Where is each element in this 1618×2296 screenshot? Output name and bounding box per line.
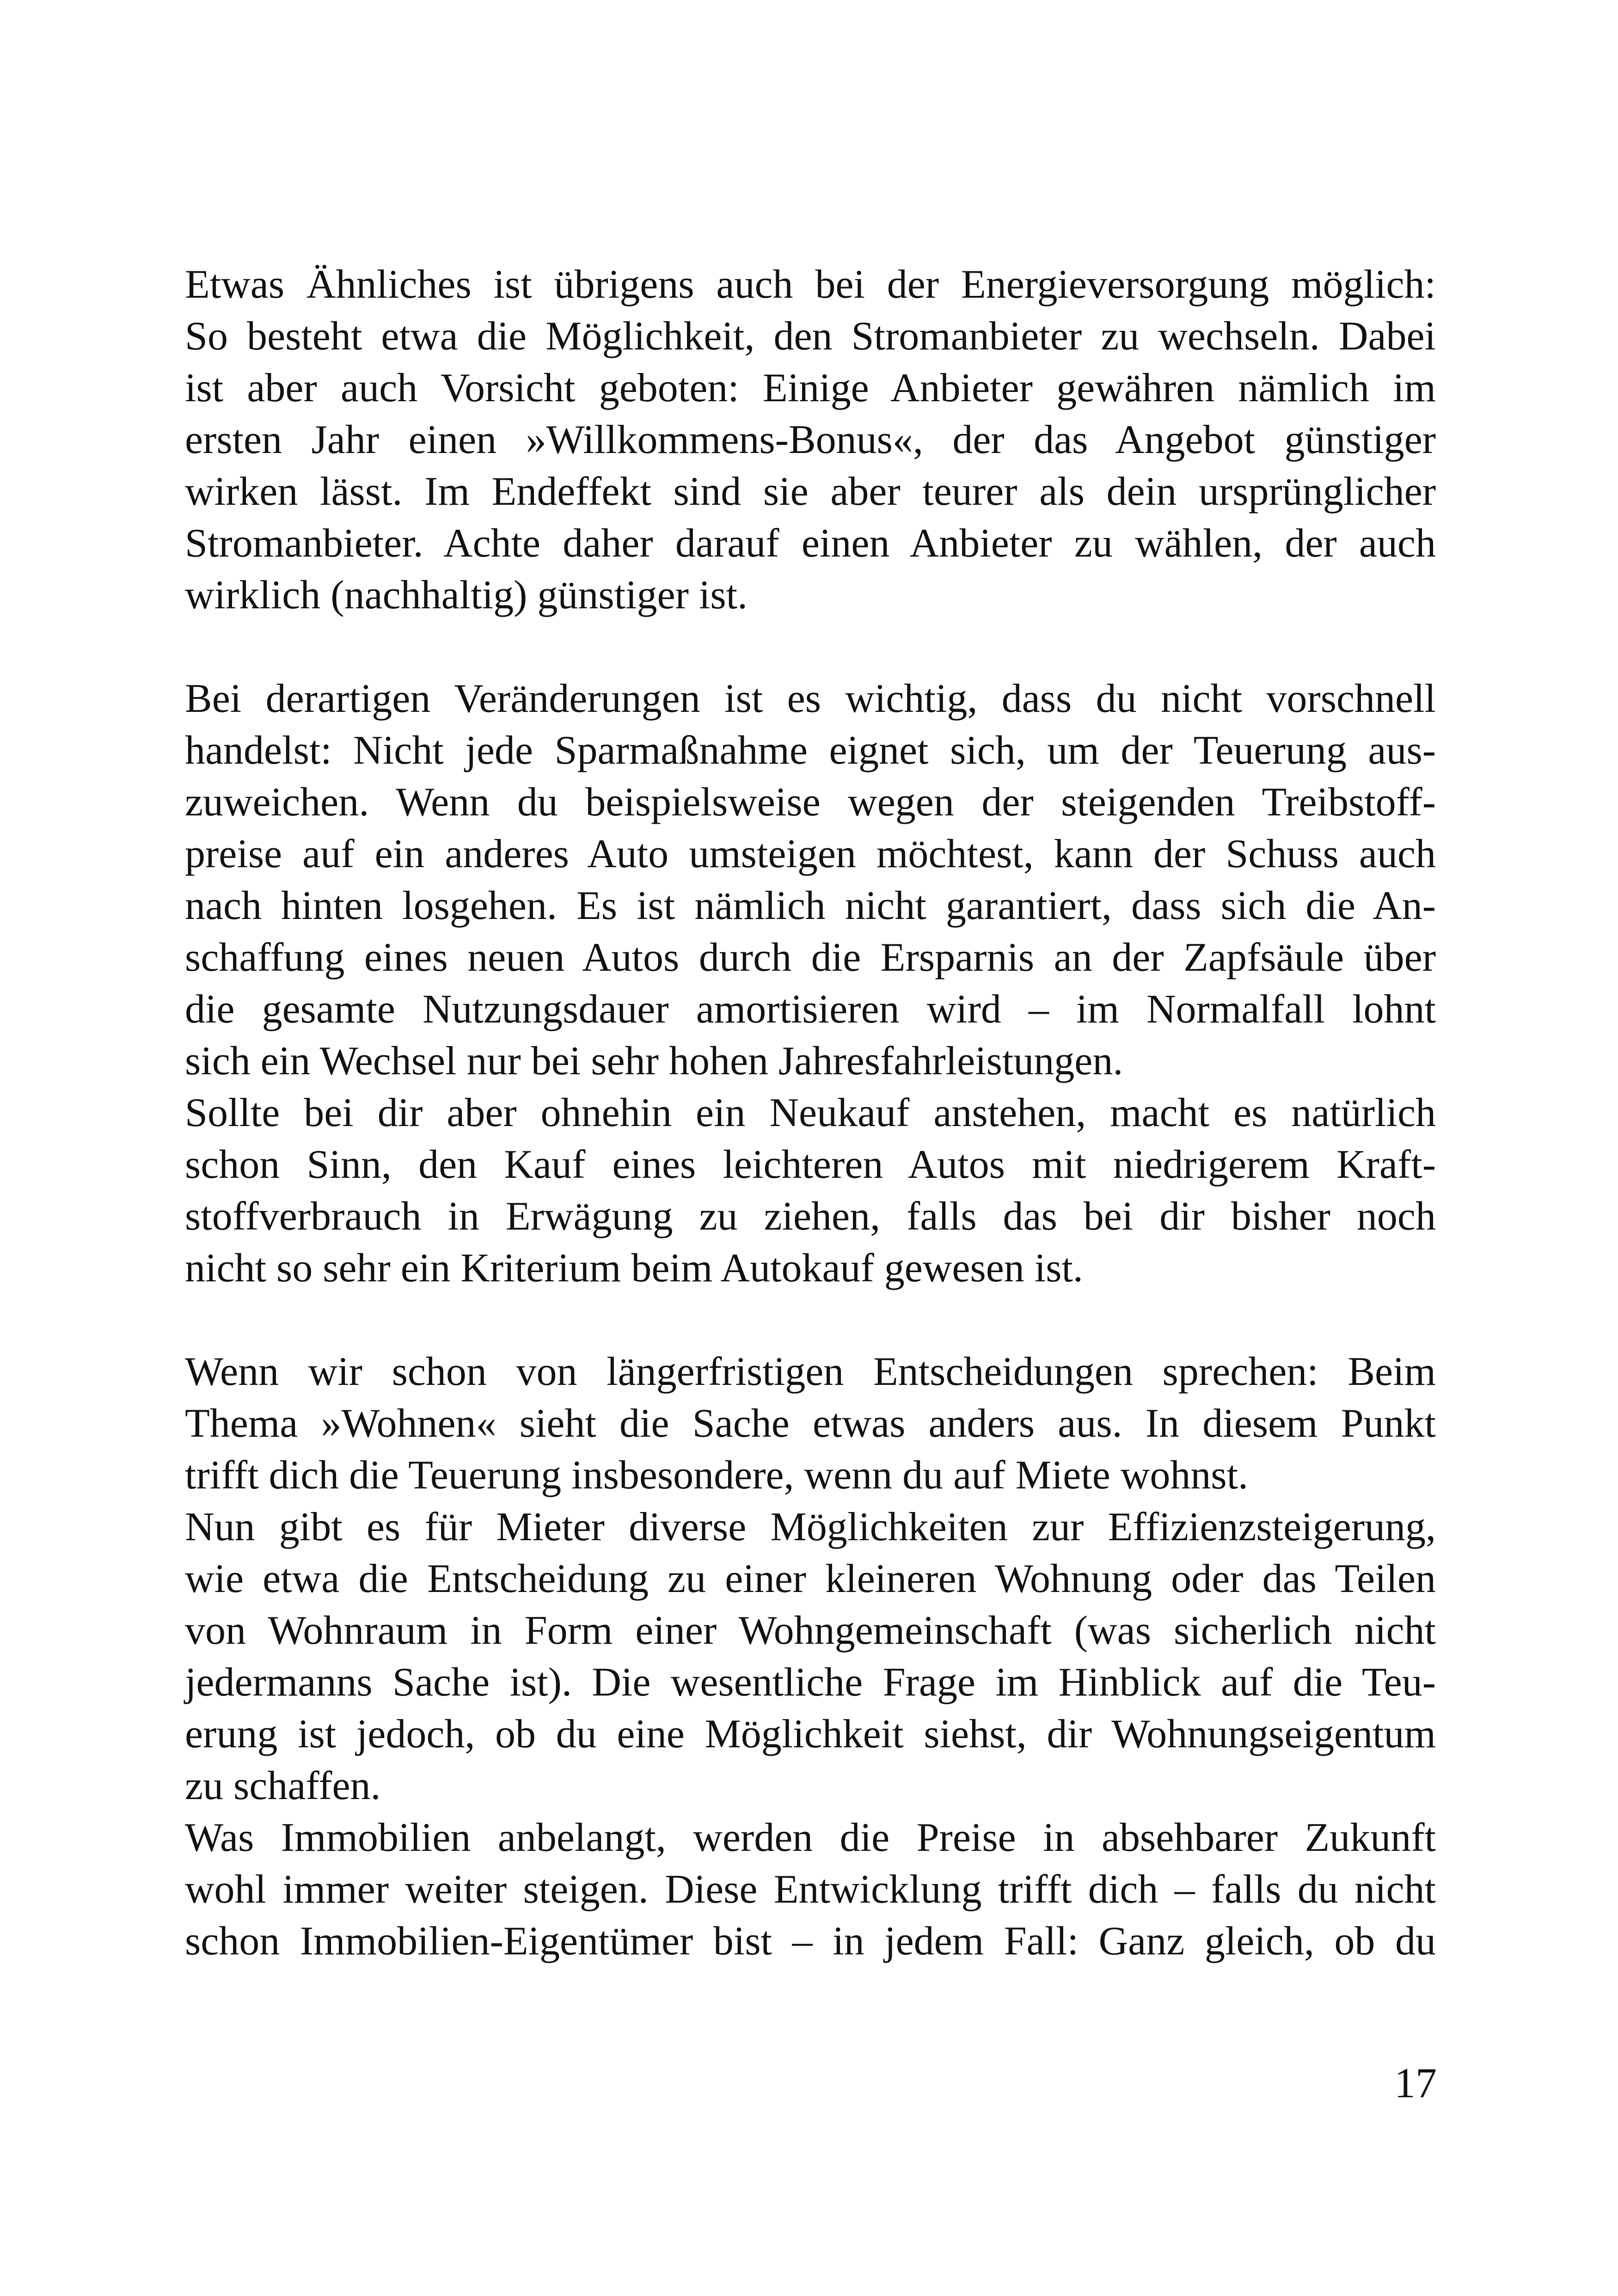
paragraph — [185, 673, 1436, 1087]
text-line: nach hinten losgehen. Es ist nämlich nicht garantiert, dass sich die An- — [185, 883, 1436, 928]
text-line: nicht so sehr ein Kriterium beim Autokauf gewesen ist. — [185, 1246, 1083, 1291]
text-line: wirklich (nachhaltig) günstiger ist. — [185, 573, 748, 618]
text-line: Nun gibt es für Mieter diverse Möglichkeiten zur Effizienzsteigerung, — [185, 1505, 1436, 1549]
text-line: stoffverbrauch in Erwägung zu ziehen, falls das bei dir bisher noch — [185, 1194, 1436, 1239]
text-line: zu schaffen. — [185, 1763, 381, 1808]
paragraph-gap — [185, 621, 1436, 673]
text-line: die gesamte Nutzungsdauer amortisieren wird – im Normalfall lohnt — [185, 987, 1436, 1032]
paragraph — [185, 1087, 1436, 1294]
paragraph-gap — [185, 1294, 1436, 1346]
text-line: schaffung eines neuen Autos durch die Ersparnis an der Zapfsäule über — [185, 935, 1436, 980]
text-line: trifft dich die Teuerung insbesondere, wenn du auf Miete wohnst. — [185, 1453, 1249, 1498]
text-line: Wenn wir schon von längerfristigen Entscheidungen sprechen: Beim — [185, 1349, 1436, 1394]
text-line: wie etwa die Entscheidung zu einer kleineren Wohnung oder das Teilen — [185, 1556, 1436, 1601]
text-line: ersten Jahr einen »Willkommens-Bonus«, der das Angebot günstiger — [185, 417, 1436, 462]
text-line: Bei derartigen Veränderungen ist es wichtig, dass du nicht vorschnell — [185, 676, 1436, 721]
body-text — [185, 259, 1436, 1967]
text-line: preise auf ein anderes Auto umsteigen möchtest, kann der Schuss auch — [185, 832, 1436, 876]
text-line: jedermanns Sache ist). Die wesentliche Frage im Hinblick auf die Teu- — [185, 1660, 1436, 1705]
paragraph — [185, 259, 1436, 621]
paragraph — [185, 1812, 1436, 1967]
paragraph — [185, 1501, 1436, 1812]
text-line: Sollte bei dir aber ohnehin ein Neukauf anstehen, macht es natürlich — [185, 1090, 1436, 1135]
text-line: schon Sinn, den Kauf eines leichteren Autos mit niedrigerem Kraft- — [185, 1142, 1436, 1187]
text-line: zuweichen. Wenn du beispielsweise wegen der steigenden Treibstoff- — [185, 780, 1436, 825]
text-line: von Wohnraum in Form einer Wohngemeinschaft (was sicherlich nicht — [185, 1608, 1436, 1653]
text-line: ist aber auch Vorsicht geboten: Einige Anbieter gewähren nämlich im — [185, 366, 1436, 410]
paragraph — [185, 1346, 1436, 1501]
text-line: So besteht etwa die Möglichkeit, den Stromanbieter zu wechseln. Dabei — [185, 314, 1436, 359]
text-line: sich ein Wechsel nur bei sehr hohen Jahresfahrleistungen. — [185, 1039, 1123, 1084]
text-line: handelst: Nicht jede Sparmaßnahme eignet sich, um der Teuerung aus- — [185, 728, 1436, 773]
text-line: Stromanbieter. Achte daher darauf einen Anbieter zu wählen, der auch — [185, 521, 1436, 566]
page-number: 17 — [1394, 2059, 1437, 2106]
text-line: wirken lässt. Im Endeffekt sind sie aber teurer als dein ursprünglicher — [185, 469, 1436, 514]
text-line: schon Immobilien-Eigentümer bist – in jedem Fall: Ganz gleich, ob du — [185, 1919, 1436, 1964]
text-line: erung ist jedoch, ob du eine Möglichkeit siehst, dir Wohnungseigentum — [185, 1712, 1436, 1757]
text-line: Was Immobilien anbelangt, werden die Preise in absehbarer Zukunft — [185, 1815, 1436, 1860]
text-line: wohl immer weiter steigen. Diese Entwicklung trifft dich – falls du nicht — [185, 1867, 1436, 1912]
text-line: Thema »Wohnen« sieht die Sache etwas anders aus. In diesem Punkt — [185, 1401, 1436, 1446]
text-line: Etwas Ähnliches ist übrigens auch bei der Energieversorgung möglich: — [185, 262, 1436, 307]
